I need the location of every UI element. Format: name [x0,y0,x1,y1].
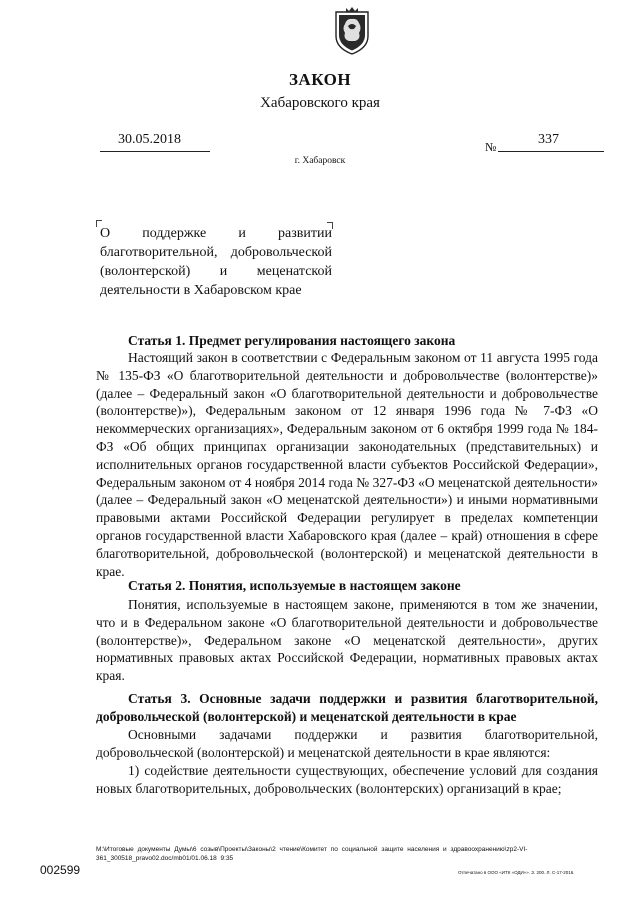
number-underline [498,151,604,152]
region-name: Хабаровского края [260,95,380,111]
article-2-paragraph: Понятия, используемые в настоящем законе, применяются в том же значении, что и в Федеральном законе «О благотворительной деятельности и добровольчестве (волонтерстве)», Федеральном законе «О меценатской деятельности», других нормативных правовых актах Российской Федерации, нормативных правовых актах края. [96,597,598,684]
coat-of-arms-icon [333,6,371,56]
document-type-title: ЗАКОН [288,70,352,89]
law-date: 30.05.2018 [118,132,181,147]
article-1-paragraph: Настоящий закон в соответствии с Федеральным законом от 11 августа 1995 года № 135-ФЗ «О благотворительной деятельности и добровольчестве (волонтерстве)» (далее – Федеральный закон «О благотворительной деятельности и добровольчестве (волонтерстве)»), Федеральным законом от 12 января 1996 года № 7-ФЗ «О некоммерческих организациях», Федеральным законом от 6 октября 1999 года № 184-ФЗ «Об общих принципах организации законодательных (представительных) и исполнительных органов государственной власти субъектов Российской Федерации», Федеральным законом от 4 ноября 2014 года № 327-ФЗ «О меценатской деятельности» (далее – Федеральный закон «О меценатской деятельности») и иными нормативными правовыми актами Российской Федерации регулирует в пределах компетенции органов государственной власти Хабаровского края (далее – край) отношения в сфере благотворительной, добровольческой (волонтерской) и меценатской деятельности в крае. [96,350,598,579]
law-short-title: О поддержке и развитии благотворительной, добровольческой (волонтерской) и меценатской деятельности в Хабаровском крае [100,226,332,298]
article-3-heading: Статья 3. Основные задачи поддержки и развития благотворительной, добровольческой (волонтерской) и меценатской деятельности в крае [96,691,598,724]
article-2-heading: Статья 2. Понятия, используемые в настоящем законе [128,578,461,593]
date-underline [100,151,210,152]
number-label: № [485,140,497,154]
document-code: 002599 [40,863,81,877]
file-path-footer: M:\Итоговые документы Думы\6 созыв\Проекты\Законы\2 чтение\Комитет по социальной защите населения и здравоохранению\zp2-VI-361_300518_pravo02.doc/mb01/01.06.18 9:35 [96,846,528,862]
article-3-paragraph: Основными задачами поддержки и развития благотворительной, добровольческой (волонтерской) и меценатской деятельности в крае являются: [96,727,598,760]
article-1-heading: Статья 1. Предмет регулирования настоящего закона [128,333,456,348]
printing-note: Отпечатано в ООО «ИТК «ОДИ»». З. 200. Л. С-17-2016. [458,870,575,875]
article-3-item-1: 1) содействие деятельности существующих, обеспечение условий для создания новых благотворительных, добровольческих (волонтерских) организаций в крае; [96,763,598,796]
city-name: г. Хабаровск [294,156,346,166]
law-number: 337 [538,132,559,147]
